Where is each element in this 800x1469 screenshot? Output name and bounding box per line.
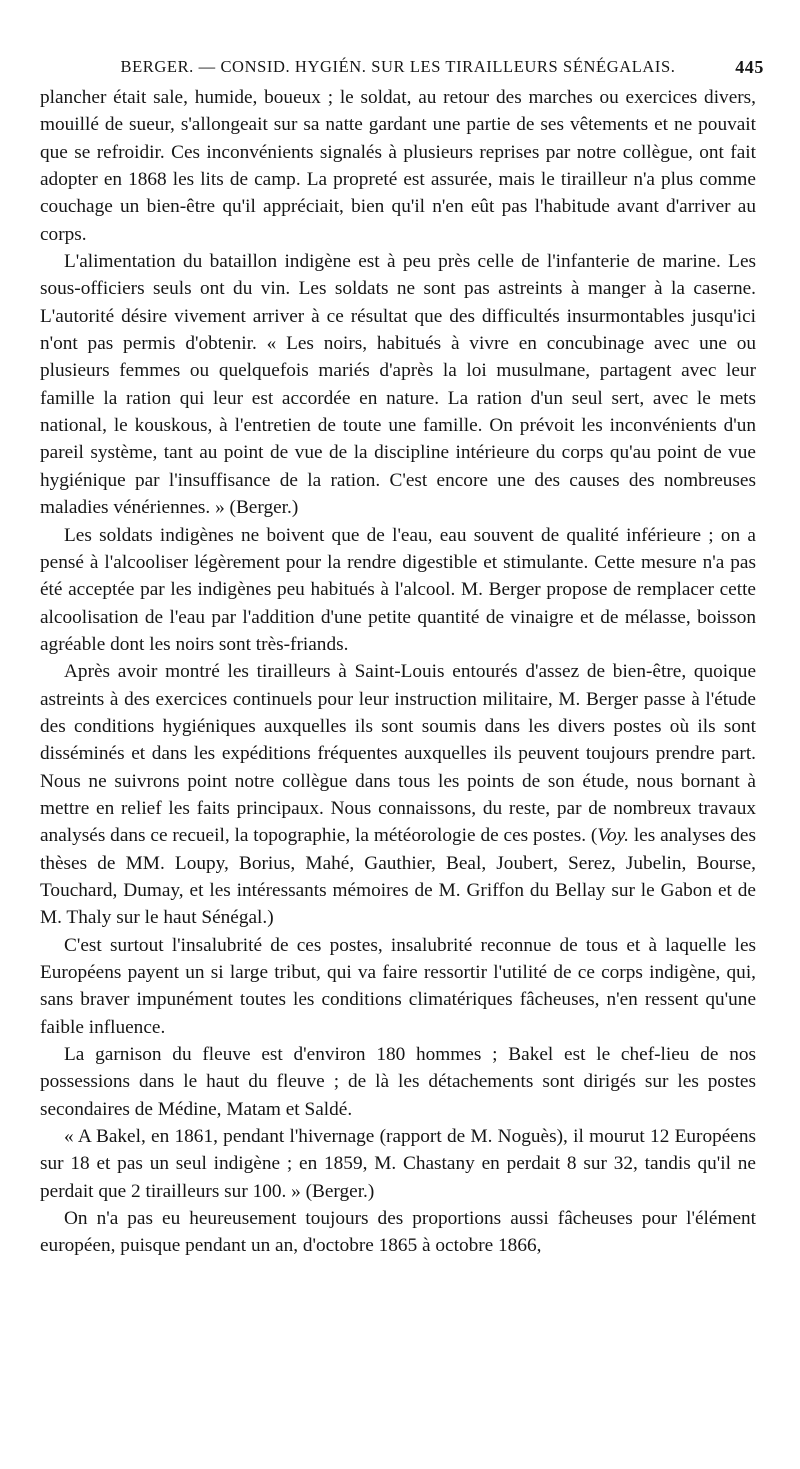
paragraph-postes: Après avoir montré les tirailleurs à Saint-Louis entourés d'assez de bien-être, quoique astreints à des exercices continuels pour leur instruction militaire, M. Berger passe à l'étude des conditions hygiéniques auxquelles ils sont soumis dans les divers postes où ils sont disséminés et dans les expéditions fréquentes auxquelles ils peuvent toujours prendre part. Nous ne suivrons point notre collègue dans tous les points de son étude, nous bornant à mettre en relief les faits principaux. Nous connaissons, du reste, par de nombreux travaux analysés dans ce recueil, la topographie, la météorologie de ces postes. (Voy. les analyses des thèses de MM. Loupy, Borius, Mahé, Gauthier, Beal, Joubert, Serez, Jubelin, Bourse, Touchard, Dumay, et les intéressants mémoires de M. Griffon du Bellay sur le Gabon et de M. Thaly sur le haut Sénégal.) [40,661,756,929]
paragraph-text: « A Bakel, en 1861, pendant l'hivernage (rapport de M. Noguès), il mourut 12 Européens sur 18 et pas un seul indigène ; en 1859, M. Chastany en perdait 8 sur 32, tandis qu'il ne perdait que 2 tirailleurs sur 100. » (Berger.) [40,1126,756,1202]
running-title: BERGER. — CONSID. HYGIÉN. SUR LES TIRAILLEURS SÉNÉGALAIS. [120,57,676,76]
paragraph-garnison [40,1041,756,1123]
body-text [40,84,756,1260]
paragraph-bakel-quote [40,1123,756,1205]
paragraph-text: plancher était sale, humide, boueux ; le soldat, au retour des marches ou exercices divers, mouillé de sueur, s'allongeait sur sa natte gardant une partie de ses vêtements et ne pouvait que se refroidir. Ces inconvénients signalés à plusieurs reprises par notre collègue, ont fait adopter en 1868 les lits de camp. La propreté est assurée, mais le tirailleur n'a plus comme couchage un bien-être qu'il appréciait, bien qu'il n'en eût pas l'habitude avant d'arriver au corps. [40,87,756,245]
paragraph-text: L'alimentation du bataillon indigène est à peu près celle de l'infanterie de marine. Les sous-officiers seuls ont du vin. Les soldats ne sont pas astreints à manger à la caserne. L'autorité désire vivement arriver à ce résultat que des difficultés insurmontables jusqu'ici n'ont pas permis d'obtenir. « Les noirs, habitués à vivre en concubinage avec une ou plusieurs femmes ou quelquefois mariés d'après la loi musulmane, partagent avec leur famille la ration qui leur est accordée en nature. La ration d'un seul sert, avec le mets national, le kouskous, à l'entretien de toute une famille. On prévoit les inconvénients d'un pareil système, tant au point de vue de la discipline intérieure du corps qu'au point de vue hygiénique par l'insuffisance de la ration. C'est encore une des causes des nombreuses maladies vénériennes. » (Berger.) [40,251,756,519]
paragraph-boisson [40,522,756,659]
paragraph-text: C'est surtout l'insalubrité de ces postes, insalubrité reconnue de tous et à laquelle les Européens payent un si large tribut, qui va faire ressortir l'utilité de ce corps indigène, qui, sans braver impunément toutes les conditions climatériques fâcheuses, n'en ressent qu'une faible influence. [40,934,756,1038]
running-header [40,52,764,82]
paragraph-text-after: les analyses des thèses de MM. Loupy, Borius, Mahé, Gauthier, Beal, Joubert, Serez, Jubelin, Bourse, Touchard, Dumay, et les intéressants mémoires de M. Griffon du Bellay sur le Gabon et de M. Thaly sur le haut Sénégal.) [40,825,756,929]
paragraph-text: On n'a pas eu heureusement toujours des proportions aussi fâcheuses pour l'élément européen, puisque pendant un an, d'octobre 1865 à octobre 1866, [40,1208,756,1257]
paragraph-proportions [40,1205,756,1260]
paragraph-continued [40,84,756,248]
paragraph-text: La garnison du fleuve est d'environ 180 hommes ; Bakel est le chef-lieu de nos possessions dans le haut du fleuve ; de là les détachements sont dirigés sur les postes secondaires de Médine, Matam et Saldé. [40,1044,756,1120]
paragraph-alimentation [40,248,756,521]
page-number: 445 [735,57,764,77]
paragraph-text: Les soldats indigènes ne boivent que de l'eau, eau souvent de qualité inférieure ; on a pensé à l'alcooliser légèrement pour la rendre digestible et stimulante. Cette mesure n'a pas été acceptée par les indigènes peu habitués à l'alcool. M. Berger propose de remplacer cette alcoolisation de l'eau par l'addition d'une petite quantité de vinaigre et de mélasse, boisson agréable dont les noirs sont très-friands. [40,524,756,655]
paragraph-text: Après avoir montré les tirailleurs à Saint-Louis entourés d'assez de bien-être, quoique astreints à des exercices continuels pour leur instruction militaire, M. Berger passe à l'étude des conditions hygiéniques auxquelles ils sont soumis dans les divers postes où ils sont disséminés et dans les expéditions fréquentes auxquelles ils peuvent toujours prendre part. Nous ne suivrons point notre collègue dans tous les points de son étude, nous bornant à mettre en relief les faits principaux. Nous connaissons, du reste, par de nombreux travaux analysés dans ce recueil, la topographie, la météorologie de ces postes. [40,661,756,847]
paragraph-insalubrite [40,932,756,1041]
voy-abbreviation: Voy. [597,825,629,847]
